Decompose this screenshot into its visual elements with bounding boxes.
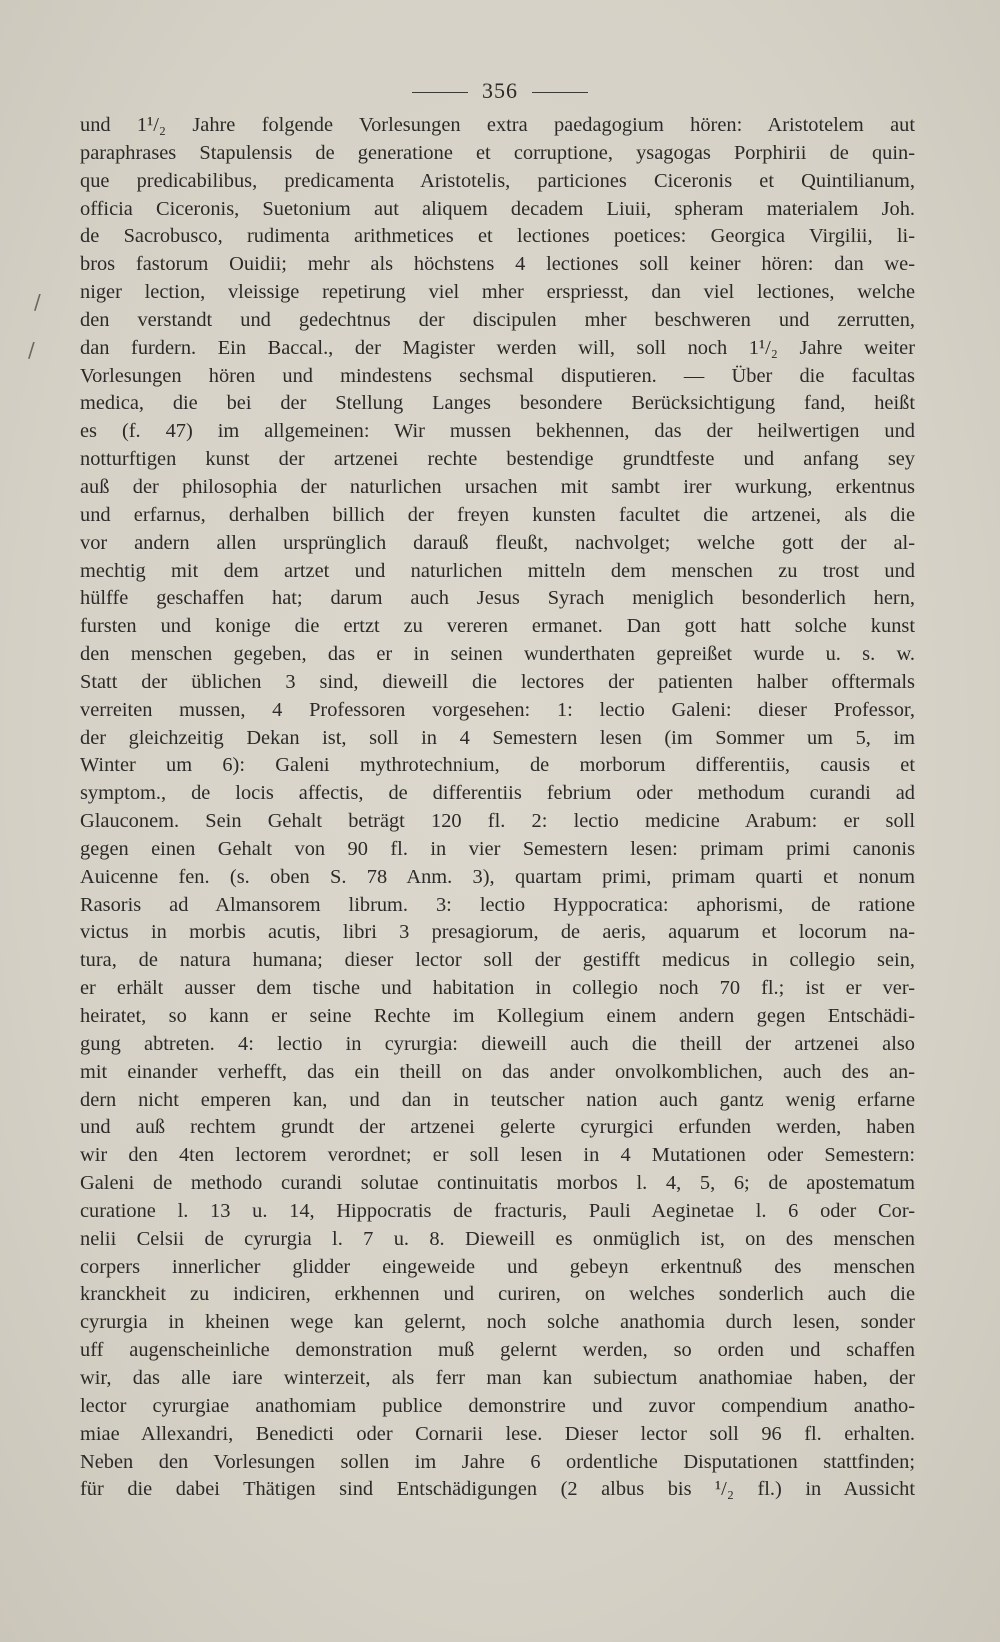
- text-line: symptom., de locis affectis, de differentiis febrium oder methodum curandi ad: [80, 782, 915, 805]
- text-line: cyrurgia in kheinen wege kan gelernt, noch solche anathomia durch lesen, sonder: [80, 1311, 915, 1334]
- text-line: für die dabei Thätigen sind Entschädigungen (2 albus bis ¹/₂ fl.) in Aussicht: [80, 1478, 915, 1501]
- page-header: [0, 76, 1000, 106]
- text-line: lector cyrurgiae anathomiam publice demonstrire und zuvor compendium anatho-: [80, 1394, 915, 1417]
- text-line: den verstandt und gedechtnus der discipulen mher beschweren und zerrutten,: [80, 308, 915, 331]
- body-text: [80, 112, 915, 1504]
- text-line: corpers innerlicher glidder eingeweide und gebeyn erkentnuß des menschen: [80, 1255, 915, 1278]
- text-line: que predicabilibus, predicamenta Aristotelis, particiones Ciceronis et Quintilianum,: [80, 169, 915, 192]
- text-line: und auß rechtem grundt der artzenei gelerte cyrurgici erfunden werden, haben: [80, 1116, 915, 1139]
- text-line: Vorlesungen hören und mindestens sechsmal disputieren. — Über die facultas: [80, 364, 915, 387]
- text-line: den menschen gegeben, das er in seinen wunderthaten gepreißet wurde u. s. w.: [80, 643, 915, 666]
- text-line: tura, de natura humana; dieser lector soll der gestifft medicus in collegio sein,: [80, 949, 915, 972]
- text-line: Galeni de methodo curandi solutae continuitatis morbos l. 4, 5, 6; de apostematum: [80, 1172, 915, 1195]
- text-line: der gleichzeitig Dekan ist, soll in 4 Semestern lesen (im Sommer um 5, im: [80, 726, 915, 749]
- margin-pencil-mark: /: [28, 338, 35, 362]
- text-line: medica, die bei der Stellung Langes besondere Berücksichtigung fand, heißt: [80, 392, 915, 415]
- header-rule-right: [532, 92, 588, 93]
- text-line: dern nicht emperen kan, und dan in teutscher nation auch gantz wenig erfarne: [80, 1088, 915, 1111]
- text-line: mit einander verhefft, das ein theill on das ander onvolkomblichen, auch des an-: [80, 1060, 915, 1083]
- text-line: kranckheit zu indiciren, erkhennen und curiren, on welches sonderlich auch die: [80, 1283, 915, 1306]
- text-line: curatione l. 13 u. 14, Hippocratis de fracturis, Pauli Aeginetae l. 6 oder Cor-: [80, 1199, 915, 1222]
- text-line: gegen einen Gehalt von 90 fl. in vier Semestern lesen: primam primi canonis: [80, 837, 915, 860]
- text-line: vor andern allen ursprünglich darauß fleußt, nachvolget; welche gott der al-: [80, 531, 915, 554]
- text-line: nelii Celsii de cyrurgia l. 7 u. 8. Dieweill es onmüglich ist, on des menschen: [80, 1227, 915, 1250]
- text-line: wir, das alle iare winterzeit, als ferr man kan subiectum anathomiae haben, der: [80, 1366, 915, 1389]
- text-line: er erhält ausser dem tische und habitation in collegio noch 70 fl.; ist er ver-: [80, 977, 915, 1000]
- text-line: uff augenscheinliche demonstration muß gelernt werden, so orden und schaffen: [80, 1339, 915, 1362]
- text-line: de Sacrobusco, rudimenta arithmetices et lectiones poetices: Georgica Virgilii, li-: [80, 225, 915, 248]
- text-line: Auicenne fen. (s. oben S. 78 Anm. 3), quartam primi, primam quarti et nonum: [80, 865, 915, 888]
- header-rule-left: [412, 92, 468, 93]
- text-line: heiratet, so kann er seine Rechte im Kollegium einem andern gegen Entschädi-: [80, 1005, 915, 1027]
- text-line: Rasoris ad Almansorem librum. 3: lectio Hyppocratica: aphorismi, de ratione: [80, 893, 915, 916]
- text-line: fursten und konige die ertzt zu vereren ermanet. Dan gott hatt solche kunst: [80, 615, 915, 638]
- text-line: und 1¹/₂ Jahre folgende Vorlesungen extra paedagogium hören: Aristotelem aut: [80, 114, 915, 136]
- text-line: Statt der üblichen 3 sind, dieweill die lectores der patienten halber offtermals: [80, 670, 915, 693]
- text-line: Winter um 6): Galeni mythrotechnium, de morborum differentiis, causis et: [80, 754, 915, 777]
- text-line: mechtig mit dem artzet und naturlichen mitteln dem menschen zu trost und: [80, 559, 915, 582]
- text-line: auß der philosophia der naturlichen ursachen mit sambt irer wurkung, erkentnus: [80, 475, 915, 498]
- page-number: 356: [482, 78, 518, 103]
- text-line: dan furdern. Ein Baccal., der Magister werden will, soll noch 1¹/₂ Jahre weiter: [80, 336, 915, 359]
- margin-pencil-mark: /: [34, 290, 41, 314]
- text-line: miae Allexandri, Benedicti oder Cornarii lese. Dieser lector soll 96 fl. erhalten.: [80, 1422, 915, 1445]
- text-line: paraphrases Stapulensis de generatione et corruptione, ysagogas Porphirii de quin-: [80, 141, 915, 164]
- text-line: gung abtreten. 4: lectio in cyrurgia: dieweill auch die theill der artzenei also: [80, 1032, 915, 1055]
- text-line: hülffe geschaffen hat; darum auch Jesus Syrach meniglich besonderlich hern,: [80, 587, 915, 610]
- text-line: niger lection, vleissige repetirung viel mher erspriesst, dan viel lectiones, welche: [80, 281, 915, 304]
- text-line: notturftigen kunst der artzenei rechte bestendige grundtfeste und anfang sey: [80, 448, 915, 471]
- text-line: officia Ciceronis, Suetonium aut aliquem decadem Liuii, spheram materialem Joh.: [80, 197, 915, 220]
- text-line: bros fastorum Ouidii; mehr als höchstens 4 lectiones soll keiner hören: dan we-: [80, 253, 915, 276]
- text-line: victus in morbis acutis, libri 3 presagiorum, de aeris, aquarum et locorum na-: [80, 921, 915, 944]
- text-line: Glauconem. Sein Gehalt beträgt 120 fl. 2: lectio medicine Arabum: er soll: [80, 810, 915, 833]
- text-line: verreiten mussen, 4 Professoren vorgesehen: 1: lectio Galeni: dieser Professor,: [80, 698, 915, 721]
- text-line: und erfarnus, derhalben billich der freyen kunsten facultet die artzenei, als die: [80, 503, 915, 526]
- text-line: wir den 4ten lectorem verordnet; er soll lesen in 4 Mutationen oder Semestern:: [80, 1144, 915, 1167]
- text-line: Neben den Vorlesungen sollen im Jahre 6 ordentliche Disputationen stattfinden;: [80, 1450, 915, 1473]
- text-line: es (f. 47) im allgemeinen: Wir mussen bekhennen, das der heilwertigen und: [80, 420, 915, 443]
